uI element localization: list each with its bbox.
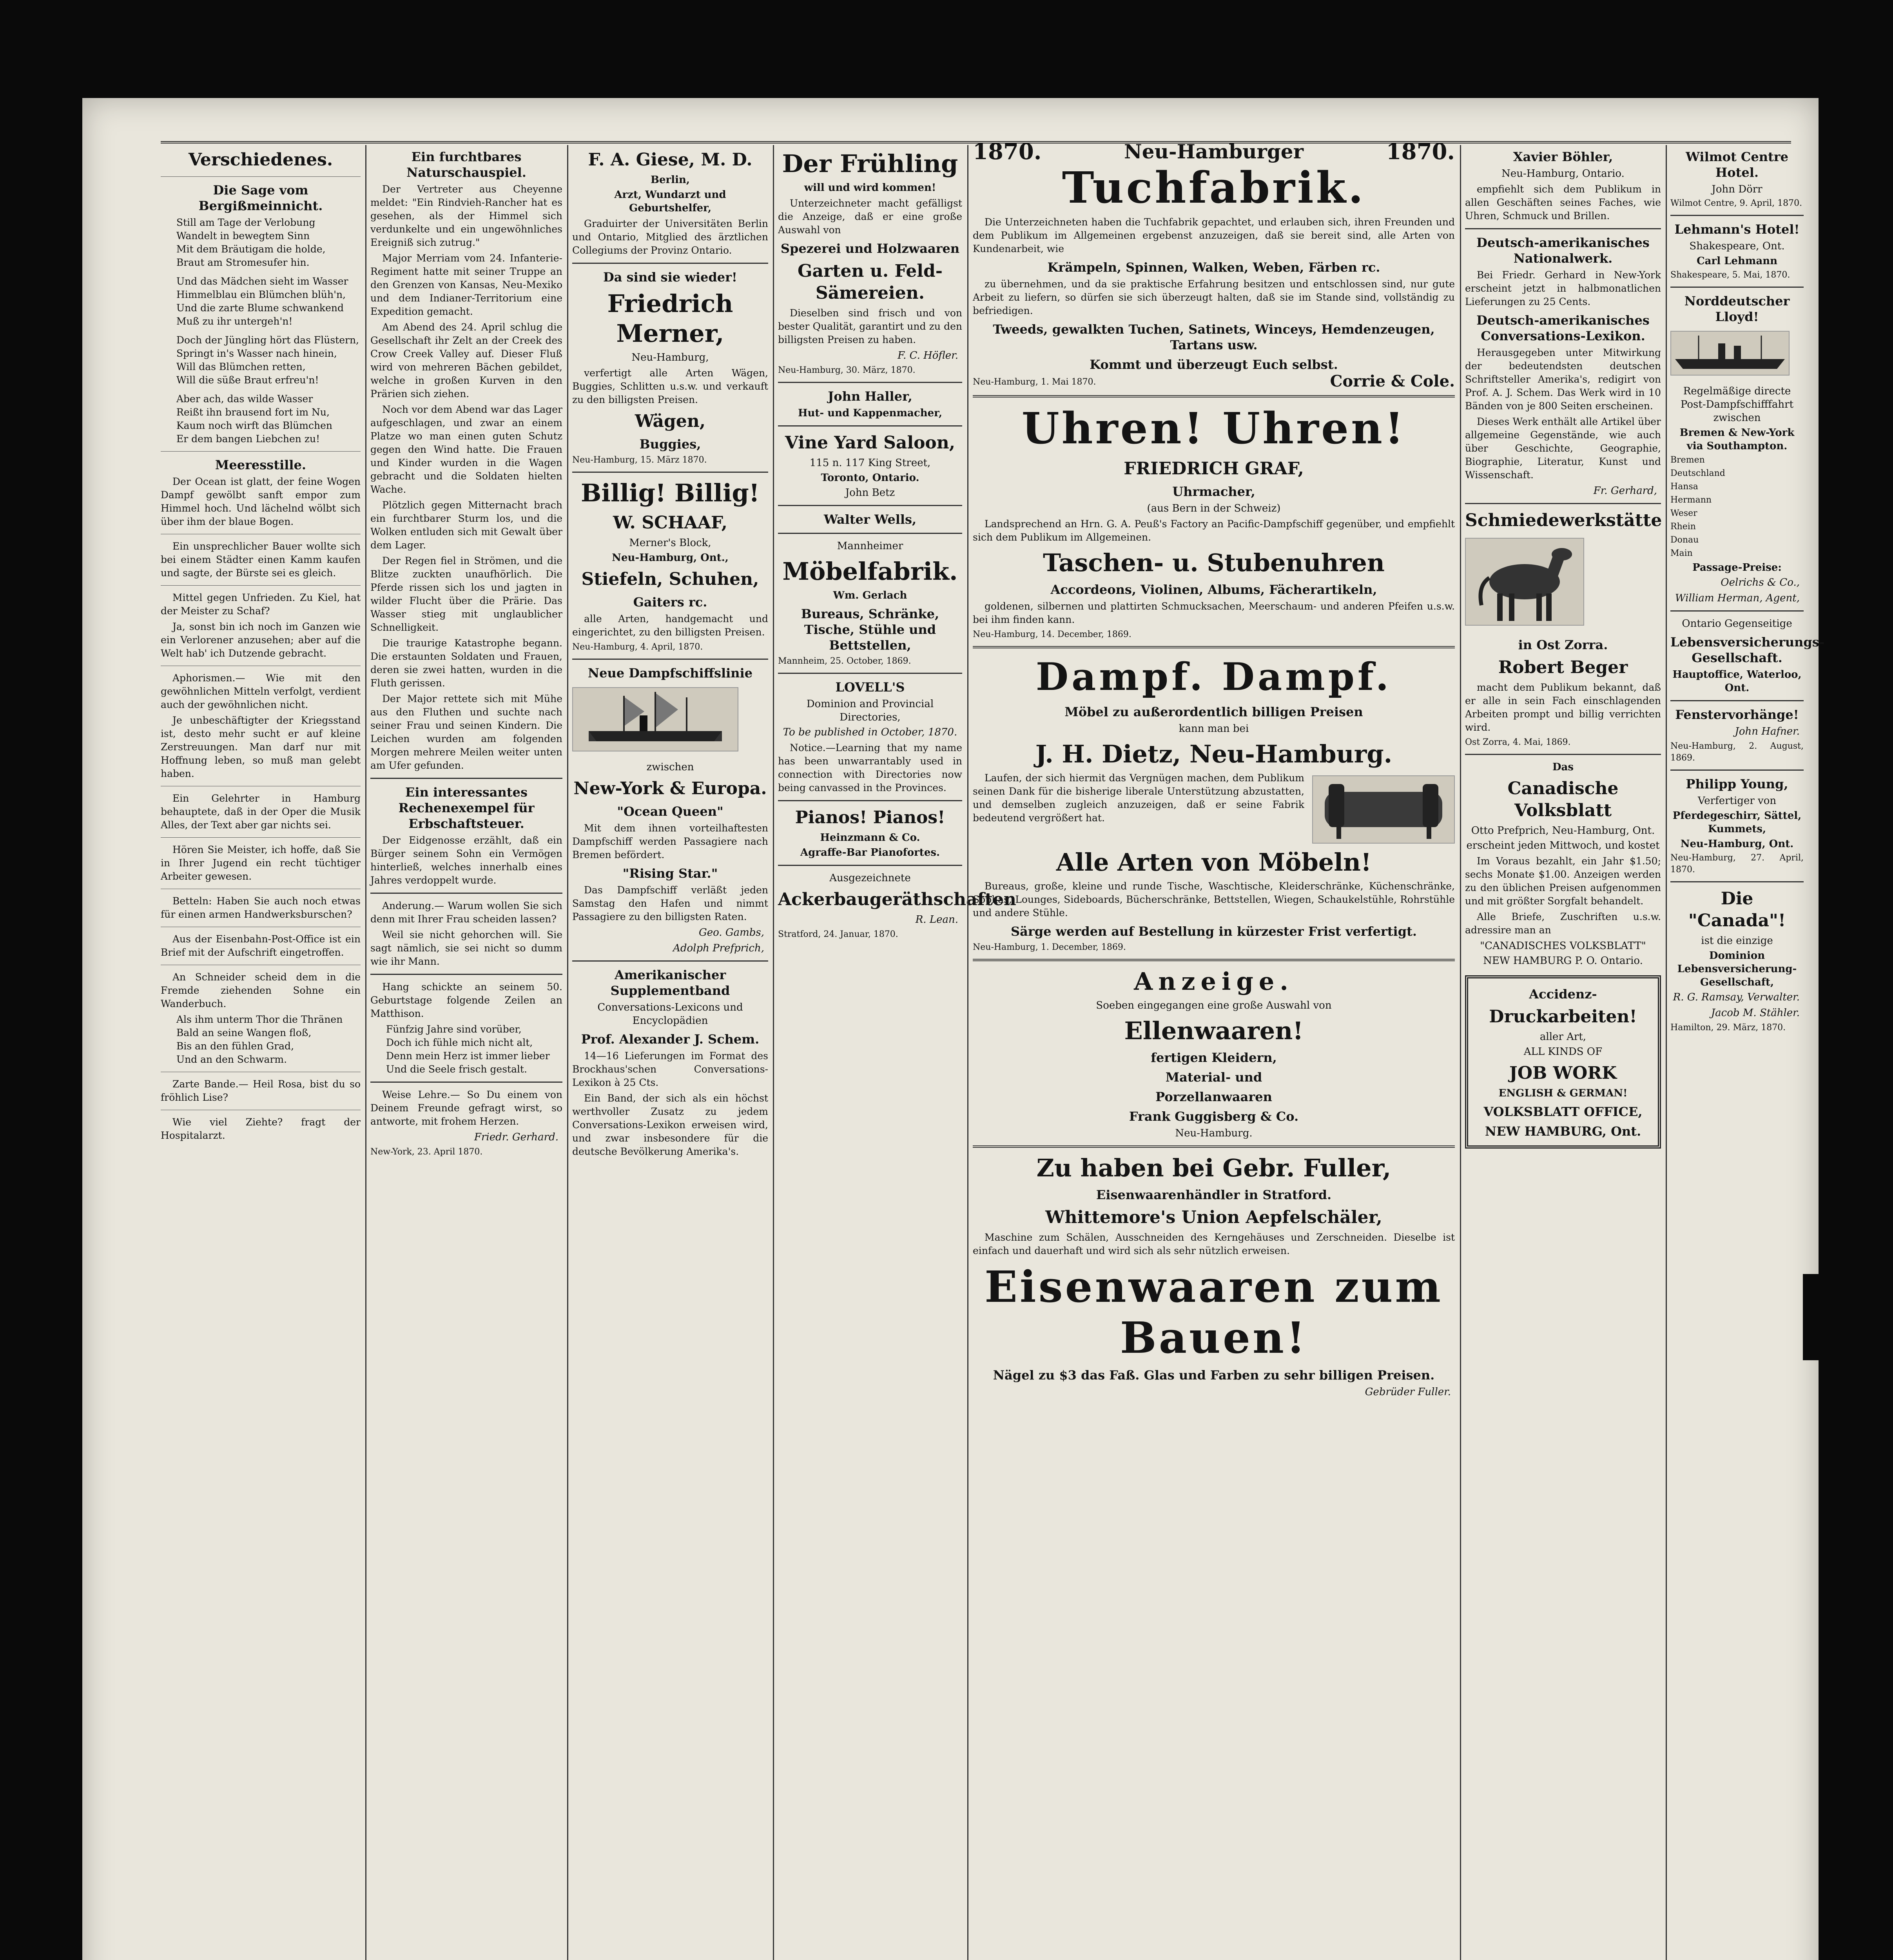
anecdote-continued: Je unbeschäftigter der Kriegsstand ist, desto mehr sucht er auf kleine Zerstreuungen. Man darf nur mit Hoffnung leben, so muß man gelebt haben. xyxy=(161,715,361,779)
ad-subtitle: kann man bei xyxy=(1179,723,1249,735)
poem-line: Aber ach, das wilde Wasser xyxy=(176,393,313,405)
anecdote: An Schneider scheid dem in die Fremde ziehenden Sohne ein Wanderbuch. xyxy=(161,971,361,1009)
ad-headline: Billig! Billig! xyxy=(581,479,760,507)
poem xyxy=(161,216,361,446)
article-text: Der Ocean ist glatt, der feine Wogen Dampf gewölbt sanft empor zum Himmel hoch. Und lächelnd wölbt sich über ihm der blaue Bogen. xyxy=(161,476,361,527)
dateline: Stratford, 24. Januar, 1870. xyxy=(778,929,898,939)
ad-body: Dieses Werk enthält alle Artikel über allgemeine Gegenstände, wie auch über Geschichte, Geographie, Biographie, Literatur, Kunst und Wissenschaft. xyxy=(1465,416,1661,481)
poem-line: Und die zarte Blume schwankend xyxy=(176,302,344,314)
ad-body: Landsprechend an Hrn. G. A. Peuß's Factory an Pacific-Dampfschiff gegenüber, und empfiehlt sich dem Publikum im Allgemeinen. xyxy=(973,518,1455,543)
signature: Friedr. Gerhard. xyxy=(474,1131,558,1143)
dateline: Neu-Hamburg, 14. December, 1869. xyxy=(973,630,1131,639)
ad-body: empfiehlt sich dem Publikum in allen Geschäften seines Faches, wie Uhren, Schmuck und Brillen. xyxy=(1465,183,1661,221)
ad-subtitle: zwischen xyxy=(646,761,694,773)
office-name: VOLKSBLATT OFFICE, xyxy=(1483,1104,1643,1119)
ad-notice: Nägel zu $3 das Faß. Glas und Farben zu sehr billigen Preisen. xyxy=(993,1368,1435,1383)
article-paragraph: Plötzlich gegen Mitternacht brach ein furchtbarer Sturm los, und die Wolken entluden sich mit Gewalt über dem Lager. xyxy=(370,499,562,551)
ad-body: Dieselben sind frisch und von bester Qualität, garantirt und zu den billigsten Preisen zu haben. xyxy=(778,307,962,345)
ad-notice: Särge werden auf Bestellung in kürzester Frist verfertigt. xyxy=(1011,924,1417,939)
ad-owner: John Dörr xyxy=(1712,183,1762,195)
dateline: Ost Zorra, 4. Mai, 1869. xyxy=(1465,737,1571,747)
signature: R. G. Ramsay, Verwalter. xyxy=(1673,991,1800,1003)
ad-body: zu übernehmen, und da sie praktische Erfahrung besitzen und entschlossen sind, nur gute Arbeit zu liefern, so dürfen sie sich überzeugt halten, daß sie im Stande sind, vollständig zu befriedigen. xyxy=(973,278,1455,316)
poem-line: Kaum noch wirft das Blümchen xyxy=(176,420,332,431)
divider xyxy=(161,837,361,838)
ad-slogan: Da sind sie wieder! xyxy=(603,270,737,285)
ad-headline: Amerikanischer Supplementband xyxy=(610,967,730,998)
ad-product: Whittemore's Union Aepfelschäler, xyxy=(1045,1207,1382,1227)
divider xyxy=(370,974,562,975)
ad-headline: Lehmann's Hotel! xyxy=(1674,222,1800,237)
ad-city: Toronto, Ontario. xyxy=(821,472,919,484)
poem-line: Mit dem Bräutigam die holde, xyxy=(176,243,326,255)
dateline: New-York, 23. April 1870. xyxy=(370,1147,483,1157)
article-paragraph: Der Vertreter aus Cheyenne meldet: "Ein Rindvieh-Rancher hat es gesehen, als der Himmel sich verdunkelte und ein ungewöhnliches Ereigniß sich zutrug." xyxy=(370,183,562,248)
divider xyxy=(1465,754,1661,755)
article-paragraph: Anderung.— Warum wollen Sie sich denn mit Ihrer Frau scheiden lassen? xyxy=(370,900,562,925)
ad-subtitle: (aus Bern in der Schweiz) xyxy=(1147,503,1281,514)
ad-merchant-name: Friedrich Merner, xyxy=(607,289,733,348)
ad-owner: Wm. Gerlach xyxy=(833,590,907,601)
ad-subtitle: Merner's Block, xyxy=(629,537,711,549)
anecdote: Mittel gegen Unfrieden. Zu Kiel, hat der Meister zu Schaf? xyxy=(161,592,361,617)
poem-line: Himmelblau ein Blümchen blüh'n, xyxy=(176,289,346,300)
divider xyxy=(1670,881,1804,882)
dateline: Neu-Hamburg, 4. April, 1870. xyxy=(572,642,703,652)
ad-product: Gaiters rc. xyxy=(633,595,707,610)
poem-line: Reißt ihn brausend fort im Nu, xyxy=(176,407,330,418)
ad-subtitle: will und wird kommen! xyxy=(804,182,936,194)
ad-subtitle: Neu-Hamburger xyxy=(1124,140,1304,163)
ad-route: New-York & Europa. xyxy=(573,779,767,799)
divider xyxy=(778,673,962,674)
ad-office: Hauptoffice, Waterloo, Ont. xyxy=(1672,669,1802,694)
ad-headline: Vine Yard Saloon, xyxy=(785,433,956,453)
horse-illustration xyxy=(1465,538,1584,626)
ad-product: Spezerei und Holzwaaren xyxy=(780,241,960,256)
article-paragraph: Am Abend des 24. April schlug die Gesellschaft ihr Zelt an der Creek des Crow Creek Valley auf. Dieser Fluß wird von mehreren Bächen gebildet, welche in großen Kurven in den Prärien sich ziehen. xyxy=(370,321,562,399)
firm-name: Corrie & Cole. xyxy=(1330,372,1455,390)
column-ads-d xyxy=(1670,145,1825,1960)
divider xyxy=(370,1082,562,1083)
ad-body: Die Unterzeichneten haben die Tuchfabrik gepachtet, und erlauben sich, ihren Freunden und dem Publikum im Allgemeinen ergebenst anzuzeigen, daß sie bereit sind, alle Arten von Kundenarbeit, wie xyxy=(973,216,1455,254)
divider xyxy=(572,263,768,264)
section-title: Verschiedenes. xyxy=(188,150,333,170)
poem-line: Will die süße Braut erfreu'n! xyxy=(176,374,319,386)
ad-body: Bureaus, große, kleine und runde Tische, Waschtische, Kleiderschränke, Küchenschränke, Sophas, Lounges, Sideboards, Bücherschränke, Bettstellen, Wiegen, Schaukelstühle, Rohrstühle und andere Stühle. xyxy=(973,880,1455,918)
ad-merchant-name: W. SCHAAF, xyxy=(613,513,727,533)
ad-headline: Wilmot Centre Hotel. xyxy=(1686,149,1788,180)
ad-merchant-name: J. H. Dietz, Neu-Hamburg. xyxy=(1035,740,1393,768)
anecdote: Aus der Eisenbahn-Post-Office ist ein Brief mit der Aufschrift eingetroffen. xyxy=(161,933,361,958)
ship-name: Hansa xyxy=(1670,482,1698,492)
poem-line: Und das Mädchen sieht im Wasser xyxy=(176,276,348,287)
divider xyxy=(778,382,962,383)
ad-product: Buggies, xyxy=(639,437,701,452)
dateline: Neu-Hamburg, 15. März 1870. xyxy=(572,455,707,465)
ad-city: Neu-Hamburg, Ont. xyxy=(1680,838,1794,850)
ship-name: Main xyxy=(1670,548,1693,558)
ad-product: Stiefeln, Schuhen, xyxy=(581,569,759,589)
ship-name: Deutschland xyxy=(1670,468,1725,478)
dateline: Neu-Hamburg, 30. März, 1870. xyxy=(778,365,916,375)
ad-product: Tweeds, gewalkten Tuchen, Satinets, Winceys, Hemdenzeugen, Tartans usw. xyxy=(993,322,1435,352)
ad-headline: Uhren! Uhren! xyxy=(1021,403,1406,454)
article-paragraph: Hang schickte an seinem 50. Geburtstage folgende Zeilen an Matthison. xyxy=(370,981,562,1019)
ad-subtitle: ist die einzige xyxy=(1701,935,1773,947)
ad-subtitle: ENGLISH & GERMAN! xyxy=(1498,1087,1628,1099)
ad-merchant-name: Robert Beger xyxy=(1498,657,1628,677)
divider xyxy=(1465,228,1661,229)
ad-headline: Pianos! Pianos! xyxy=(795,808,945,828)
ad-headline: Druckarbeiten! xyxy=(1489,1007,1637,1027)
ad-city: Neu-Hamburg. xyxy=(1175,1127,1253,1139)
ad-merchant-name: Xavier Böhler, xyxy=(1513,149,1613,164)
poem-line: Braut am Stromesufer hin. xyxy=(176,257,310,268)
article-paragraph: Der Regen fiel in Strömen, und die Blitze zuckten unaufhörlich. Die Pferde rissen sich los und jagten in wilder Flucht über die Prärie. Das Wasser stieg mit unglaublicher Schnelligkeit. xyxy=(370,555,562,633)
ad-body: Mit dem ihnen vorteilhaftesten Dampfschiff werden Passagiere nach Bremen befördert. xyxy=(572,822,768,860)
ad-product: Garten u. Feld-Sämereien. xyxy=(797,261,943,303)
dateline: Neu-Hamburg, 2. August, 1869. xyxy=(1670,741,1804,763)
column-ads-b xyxy=(778,145,1016,1960)
ad-headline: Schmiedewerkstätte xyxy=(1465,510,1662,530)
article-paragraph: Die traurige Katastrophe begann. Die erstaunten Soldaten und Frauen, deren sie zwei hatten, wurden in die Fluth gerissen. xyxy=(370,637,562,689)
signature: Gebrüder Fuller. xyxy=(1365,1386,1451,1398)
article-paragraph: Weise Lehre.— So Du einem von Deinem Freunde gefragt wirst, so antworte, mit frohem Herzen. xyxy=(370,1089,562,1127)
divider xyxy=(778,865,962,866)
anecdote: Ein unsprechlicher Bauer wollte sich bei einem Städter einen Kamm kaufen und sagte, der Bürste sei es gleich. xyxy=(161,541,361,579)
agent-name: Geo. Gambs, xyxy=(698,927,764,938)
divider xyxy=(370,893,562,894)
steamship-illustration xyxy=(1670,331,1790,376)
ad-subtitle: in Ost Zorra. xyxy=(1518,637,1608,652)
section-heading: Meeresstille. xyxy=(215,457,306,472)
poem-title: Die Sage vom Bergißmeinnicht. xyxy=(198,183,323,213)
ad-doctor-name: F. A. Giese, M. D. xyxy=(588,150,752,170)
ad-city: Neu-Hamburg, Ont., xyxy=(612,552,729,564)
ad-city: Neu-Hamburg, Ontario. xyxy=(1501,168,1625,180)
column-miscellany xyxy=(161,145,361,1960)
agent-name: Jacob M. Stähler. xyxy=(1711,1007,1800,1019)
ad-headline: JOB WORK xyxy=(1509,1063,1617,1083)
article-paragraph: Noch vor dem Abend war das Lager aufgeschlagen, und zwar an einem Platze wo man einen guten Schutz gegen den Wind hatte. Die Frauen und Kinder wurden in die Wagen gebracht und die Soldaten hielten Wache. xyxy=(370,404,562,495)
column-ads-a xyxy=(572,145,768,1960)
ad-body: alle Arten, handgemacht und eingerichtet, zu den billigsten Preisen. xyxy=(572,613,768,638)
ad-subtitle: Dominion and Provincial Directories, xyxy=(806,698,934,723)
ad-owner: John Betz xyxy=(845,487,895,499)
poem-line: Muß zu ihr untergeh'n! xyxy=(176,316,293,327)
ad-footer xyxy=(973,372,1455,390)
year: 1870. xyxy=(973,139,1042,165)
divider xyxy=(572,960,768,962)
agent-name: Adolph Prefprich, xyxy=(673,942,764,954)
divider xyxy=(778,425,962,426)
divider xyxy=(370,778,562,779)
ad-product: Accordeons, Violinen, Albums, Fächerartikeln, xyxy=(1050,582,1377,597)
dateline: Shakespeare, 5. Mai, 1870. xyxy=(1670,270,1790,280)
ad-body: Herausgegeben unter Mitwirkung der bedeutendsten deutschen Schriftsteller Amerika's, redigirt von Prof. A. J. Schem. Das Werk wird in 10 Bänden von je 800 Seiten erscheinen. xyxy=(1465,347,1661,412)
ad-headline: Deutsch-amerikanisches Conversations-Lexikon. xyxy=(1476,313,1650,343)
ad-subtitle: Agraffe-Bar Pianofortes. xyxy=(800,847,940,858)
ad-product: Pferdegeschirr, Sättel, Kummets, xyxy=(1672,810,1802,835)
divider xyxy=(161,585,361,586)
article-paragraph: Der Major rettete sich mit Mühe aus den Fluthen und suchte nach seiner Frau und seinen Kindern. Die Leichen wurden am folgenden Morgen mehrere Meilen weiter unten am Ufer gefunden. xyxy=(370,693,562,771)
ad-headline: LOVELL'S xyxy=(835,680,905,695)
column-wide-ads xyxy=(973,139,1455,1960)
article-paragraph: Der Eidgenosse erzählt, daß ein Bürger seinem Sohn ein Vermögen hinterließ, welches innerhalb eines Jahres verdoppelt wurde. xyxy=(370,835,562,886)
signature: F. C. Höfler. xyxy=(898,350,958,361)
poem-line: Will das Blümchen retten, xyxy=(176,361,306,372)
ad-subtitle: Regelmäßige directe Post-Dampfschifffahrt zwischen xyxy=(1680,385,1794,424)
ad-city: Neu-Hamburg, xyxy=(631,352,709,363)
agent-name: William Herman, Agent, xyxy=(1675,592,1800,604)
ad-product: Taschen- u. Stubenuhren xyxy=(1043,548,1385,577)
divider xyxy=(1670,215,1804,216)
poem-line: Wandelt in bewegtem Sinn xyxy=(176,230,310,241)
ad-headline: Tuchfabrik. xyxy=(1062,162,1366,213)
article-title: Ein furchtbares Naturschauspiel. xyxy=(406,149,526,180)
signature: Fr. Gerhard, xyxy=(1593,485,1657,497)
ad-subtitle: Eisenwaarenhändler in Stratford. xyxy=(1096,1187,1332,1202)
divider xyxy=(973,1145,1455,1148)
ad-product: Material- und xyxy=(1165,1070,1262,1085)
ad-body: Unterzeichneter macht gefälligst die Anzeige, daß er eine große Auswahl von xyxy=(778,198,962,236)
divider xyxy=(1670,610,1804,612)
poem-line: Still am Tage der Verlobung xyxy=(176,217,316,228)
ad-merchant-name: FRIEDRICH GRAF, xyxy=(1124,459,1304,479)
ad-headline: Dominion Lebensversicherung-Gesellschaft, xyxy=(1677,950,1797,988)
divider xyxy=(778,800,962,801)
address: NEW HAMBURG P. O. Ontario. xyxy=(1483,955,1643,967)
signature: R. Lean. xyxy=(915,914,958,926)
dateline: Neu-Hamburg, 27. April, 1870. xyxy=(1670,853,1804,875)
ad-subtitle: Arzt, Wundarzt und Geburtshelfer, xyxy=(614,189,726,214)
dateline: Hamilton, 29. März, 1870. xyxy=(1670,1023,1786,1033)
divider xyxy=(1465,503,1661,504)
signature: John Hafner. xyxy=(1735,726,1800,737)
divider xyxy=(161,176,361,177)
ad-merchant-name: Philipp Young, xyxy=(1686,777,1788,791)
ad-owner: Carl Lehmann xyxy=(1696,255,1778,267)
dateline: Neu-Hamburg, 1. Mai 1870. xyxy=(973,377,1096,387)
ad-subtitle: Passage-Preise: xyxy=(1692,562,1782,573)
ad-merchant-name: John Haller, xyxy=(828,389,912,404)
ad-body: Maschine zum Schälen, Ausschneiden des Kerngehäuses und Zerschneiden. Dieselbe ist einfach und dauerhaft und wird sich als sehr nützlich erweisen. xyxy=(973,1232,1455,1256)
ad-subtitle: Das xyxy=(1552,761,1574,773)
ad-subtitle: Ontario Gegenseitige xyxy=(1682,618,1792,630)
ad-product: Ellenwaaren! xyxy=(1124,1016,1304,1045)
ad-body: Das Dampfschiff verläßt jeden Samstag den Hafen und nimmt Passagiere zu den billigsten Raten. xyxy=(572,884,768,922)
divider xyxy=(778,505,962,506)
column-ads-c xyxy=(1465,145,1661,1960)
anecdote: Wie viel Ziehte? fragt der Hospitalarzt. xyxy=(161,1116,361,1141)
ship-name: Donau xyxy=(1670,535,1699,545)
ship-name: Weser xyxy=(1670,508,1697,518)
torn-edge xyxy=(1803,1274,1819,1360)
article-paragraph: Weil sie nicht gehorchen will. Sie sagt nämlich, sie sei nicht so dumm wie ihr Mann. xyxy=(370,929,562,967)
ad-subtitle: Soeben eingegangen eine große Auswahl von xyxy=(1096,1000,1332,1011)
ad-city: Berlin, xyxy=(651,174,690,186)
ad-headline: Neue Dampfschiffslinie xyxy=(587,666,753,681)
ad-subtitle: Verfertiger von xyxy=(1697,795,1777,807)
ad-headline: Lebensversicherungs-Gesellschaft. xyxy=(1670,635,1825,665)
divider xyxy=(973,646,1455,648)
article-paragraph: Major Merriam vom 24. Infanterie-Regiment hatte mit seiner Truppe an den Grenzen von Kansas, Neu-Mexiko und dem Indianer-Territorium eine Expedition gemacht. xyxy=(370,252,562,317)
column-rule xyxy=(567,145,568,1960)
ship-name: Hermann xyxy=(1670,495,1712,505)
column-rule xyxy=(365,145,366,1960)
ad-product: Bureaus, Schränke, Tische, Stühle und Bettstellen, xyxy=(801,606,939,653)
dateline: Neu-Hamburg, 1. December, 1869. xyxy=(973,942,1126,952)
verse: Fünfzig Jahre sind vorüber, Doch ich fühle mich nicht alt, Denn mein Herz ist immer lieber Und die Seele frisch gestalt. xyxy=(386,1024,550,1075)
tuchfabrik-header xyxy=(973,139,1455,165)
divider xyxy=(1670,769,1804,771)
ad-body: Alle Briefe, Zuschriften u.s.w. adressire man an xyxy=(1465,911,1661,936)
dateline: Wilmot Centre, 9. April, 1870. xyxy=(1670,198,1802,208)
firm-name: Frank Guggisberg & Co. xyxy=(1129,1109,1299,1124)
column-article xyxy=(370,145,562,1960)
ad-route: Bremen & New-York via Southampton. xyxy=(1679,427,1795,452)
ad-product: Porzellanwaaren xyxy=(1155,1089,1272,1104)
column-rule xyxy=(773,145,774,1960)
ad-body: Ein Band, der sich als ein höchst werthvoller Zusatz zu jedem Conversations-Lexikon erweisen wird, und zwar insbesondere für die deutsche Bevölkerung Amerika's. xyxy=(572,1093,768,1157)
ad-subtitle: Uhrmacher, xyxy=(1172,484,1255,499)
divider xyxy=(1670,700,1804,701)
ad-product: Wägen, xyxy=(635,411,706,431)
ad-headline: Möbelfabrik. xyxy=(782,557,958,586)
anecdote: Aphorismen.— Wie mit den gewöhnlichen Mitteln verfolgt, verdient auch der gewöhnlichen nicht. xyxy=(161,672,361,710)
ad-body: erscheint jeden Mittwoch, und kostet xyxy=(1466,840,1660,851)
ad-subtitle: Mannheimer xyxy=(837,540,903,552)
ad-body: To be published in October, 1870. xyxy=(783,726,957,738)
ad-headline: Dampf. Dampf. xyxy=(1035,655,1392,699)
ad-subtitle: Conversations-Lexicons und Encyclopädien xyxy=(597,1002,743,1027)
divider xyxy=(572,472,768,473)
ad-subtitle: Möbel zu außerordentlich billigen Preisen xyxy=(1064,704,1363,719)
ad-body: Bei Friedr. Gerhard in New-York erscheint jetzt in halbmonatlichen Lieferungen zu 25 Cents. xyxy=(1465,269,1661,307)
ad-body: Im Voraus bezahlt, ein Jahr $1.50; sechs Monate $1.00. Anzeigen werden zu den üblichen Preisen aufgenommen und mit größter Sorgfalt behandelt. xyxy=(1465,855,1661,907)
anecdote-continued: Ja, sonst bin ich noch im Ganzen wie ein Verlorener anzusehen; aber auf die Welt hab' ich Dutzende gebracht. xyxy=(161,621,361,659)
verse: Als ihm unterm Thor die Thränen Bald an seine Wangen floß, Bis an den fühlen Grad, Und an den Schwarm. xyxy=(176,1014,343,1065)
publisher: Otto Prefprich, Neu-Hamburg, Ont. xyxy=(1471,825,1655,837)
ad-body: goldenen, silbernen und plattirten Schmucksachen, Meerschaum- und anderen Pfeifen u.s.w. bei ihm finden kann. xyxy=(973,601,1455,625)
job-printing-box xyxy=(1465,975,1661,1149)
divider xyxy=(973,959,1455,961)
ad-headline: Fenstervorhänge! xyxy=(1675,707,1799,722)
dateline: Mannheim, 25. October, 1869. xyxy=(778,656,911,666)
column-rule xyxy=(1666,145,1667,1960)
article-title: Ein interessantes Rechenexempel für Erbschaftsteuer. xyxy=(398,785,535,831)
divider xyxy=(973,395,1455,397)
ad-subtitle: Ausgezeichnete xyxy=(829,872,911,884)
poem-line: Springt in's Wasser nach hinein, xyxy=(176,348,337,359)
address: "CANADISCHES VOLKSBLATT" xyxy=(1480,940,1646,952)
ad-subtitle: Hut- und Kappenmacher, xyxy=(798,407,943,419)
ship-name: Rhein xyxy=(1670,522,1696,532)
divider xyxy=(572,659,768,660)
ad-body: 14—16 Lieferungen im Format des Brockhaus'schen Conversations-Lexikon à 25 Cts. xyxy=(572,1050,768,1088)
ad-product: fertigen Kleidern, xyxy=(1151,1050,1277,1065)
column-rule xyxy=(1460,145,1461,1960)
furniture-illustration xyxy=(1312,775,1455,844)
poem-line: Er dem bangen Liebchen zu! xyxy=(176,433,320,445)
ad-headline: Zu haben bei Gebr. Fuller, xyxy=(1036,1154,1391,1182)
ad-body: Laufen, der sich hiermit das Vergnügen machen, dem Publikum seinen Dank für die bisherige liberale Unterstützung abzustatten, und demselben zugleich anzuzeigen, daß er seine Fabrik bedeutend vergrößert hat. xyxy=(973,772,1304,824)
ad-services: Krämpeln, Spinnen, Walken, Weben, Färben rc. xyxy=(1047,260,1380,275)
ad-merchant-name: Heinzmann & Co. xyxy=(820,832,920,844)
year: 1870. xyxy=(1386,139,1455,165)
anecdote: Ein Gelehrter in Hamburg behauptete, daß in der Oper die Musik Alles, der Text aber gar nichts sei. xyxy=(161,793,361,831)
ship-name: Bremen xyxy=(1670,455,1705,465)
ad-headline: Norddeutscher Lloyd! xyxy=(1684,294,1790,324)
anecdote: Betteln: Haben Sie auch noch etwas für einen armen Handwerksburschen? xyxy=(161,895,361,920)
divider xyxy=(1670,287,1804,288)
ad-product: Eisenwaaren zum Bauen! xyxy=(985,1261,1443,1363)
ship-name: "Ocean Queen" xyxy=(617,804,723,819)
ad-body: macht dem Publikum bekannt, daß er alle in sein Fach einschlagenden Arbeiten prompt und billig verrichten wird. xyxy=(1465,682,1661,733)
anecdote: Hören Sie Meister, ich hoffe, daß Sie in Ihrer Jugend ein recht tüchtiger Arbeiter gewesen. xyxy=(161,844,361,882)
ad-subtitle: aller Art, xyxy=(1539,1031,1587,1043)
poem-line: Doch der Jüngling hört das Flüstern, xyxy=(176,334,359,346)
agent-name: Oelrichs & Co., xyxy=(1721,577,1800,588)
ad-address: 115 n. 117 King Street, xyxy=(809,457,931,469)
ad-slogan: Kommt und überzeugt Euch selbst. xyxy=(1090,357,1338,372)
newspaper-title: Canadische Volksblatt xyxy=(1507,779,1619,820)
column-rule xyxy=(967,145,968,1960)
newspaper-page xyxy=(82,98,1825,1960)
steamship-illustration xyxy=(572,687,738,751)
ship-name: "Rising Star." xyxy=(622,866,718,881)
ad-body: verfertigt alle Arten Wägen, Buggies, Schlitten u.s.w. und verkauft zu den billigsten Preisen. xyxy=(572,367,768,405)
ad-headline: Deutsch-amerikanisches Nationalwerk. xyxy=(1476,235,1650,266)
divider xyxy=(161,451,361,452)
ad-author: Prof. Alexander J. Schem. xyxy=(581,1032,760,1047)
ad-headline: Die "Canada"! xyxy=(1688,889,1786,931)
ad-subtitle: ALL KINDS OF xyxy=(1523,1046,1603,1058)
divider xyxy=(778,533,962,534)
ad-body: Graduirter der Universitäten Berlin und Ontario, Mitglied des ärztlichen Collegiums der Provinz Ontario. xyxy=(572,218,768,256)
ad-city: NEW HAMBURG, Ont. xyxy=(1485,1124,1641,1139)
ad-slogan: Alle Arten von Möbeln! xyxy=(1056,848,1372,877)
ad-headline: Anzeige. xyxy=(1134,967,1294,996)
ad-city: Shakespeare, Ont. xyxy=(1689,240,1785,252)
anecdote: Zarte Bande.— Heil Rosa, bist du so fröhlich Lise? xyxy=(161,1078,361,1103)
ad-body: Notice.—Learning that my name has been unwarrantably used in connection with Directories now being canvassed in the Provinces. xyxy=(778,742,962,793)
ad-merchant-name: Walter Wells, xyxy=(823,512,917,527)
ad-headline: Ackerbaugeräthschaften xyxy=(778,889,1016,909)
ad-headline: Der Frühling xyxy=(782,149,958,178)
ad-headline: Accidenz- xyxy=(1529,987,1597,1002)
